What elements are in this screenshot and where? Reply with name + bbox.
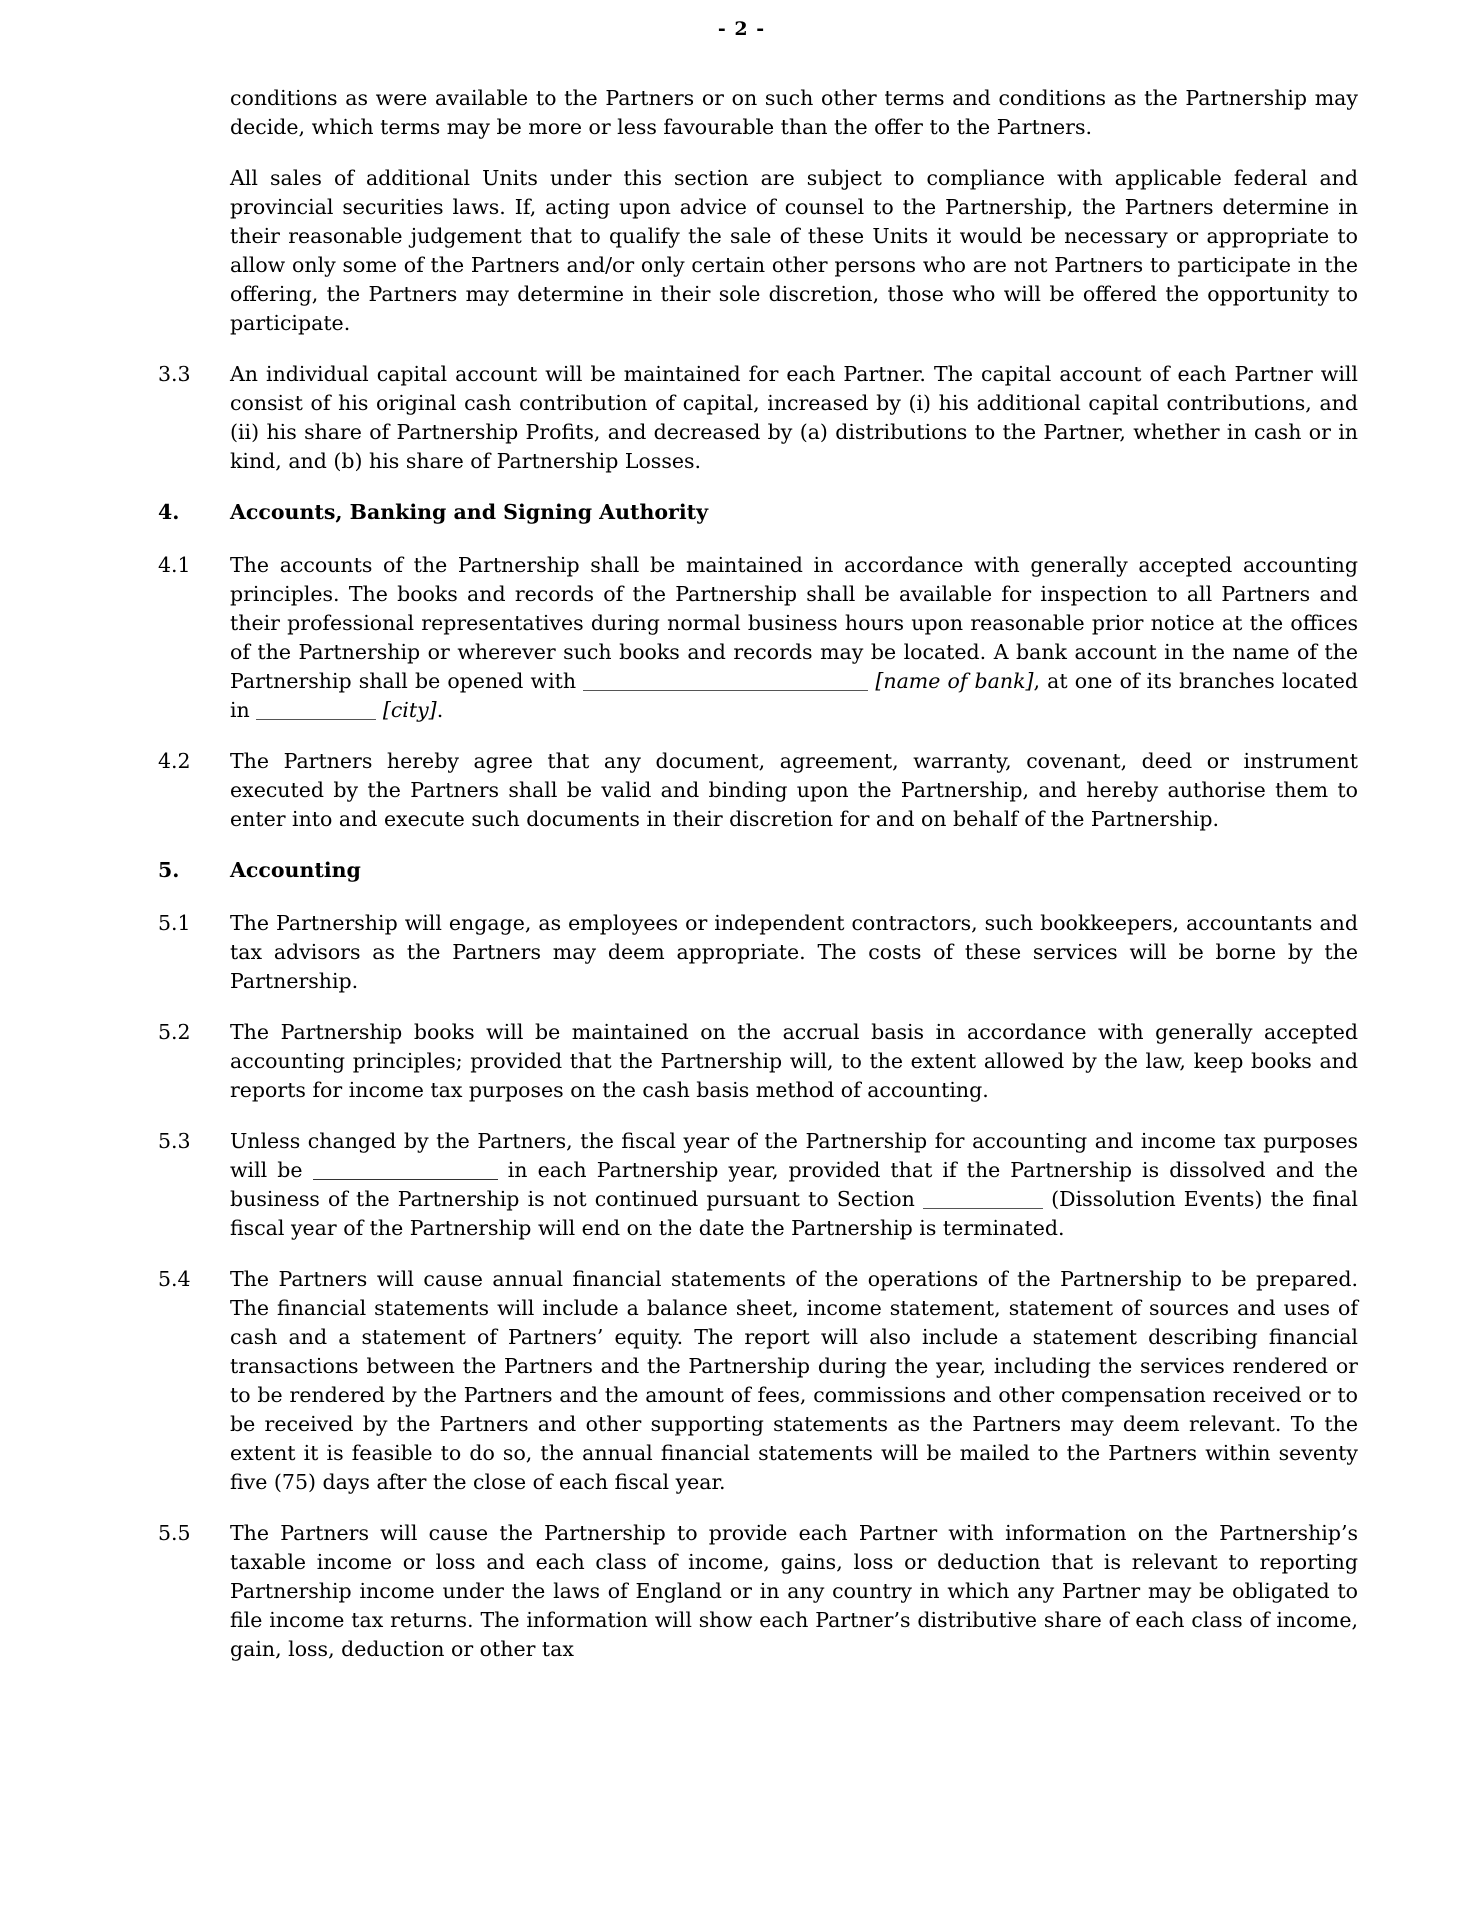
clause-text-4-1 bbox=[230, 551, 1358, 725]
section-title-4: Accounts, Banking and Signing Authority bbox=[230, 500, 708, 524]
clause-4-2 bbox=[158, 747, 1358, 834]
clause-text-5-2: The Partnership books will be maintained on the accrual basis in accordance with generally accepted accounting principles; provided that the Partnership will, to the extent allowed by the law, keep books and reports for income tax purposes on the cash basis method of accounting. bbox=[230, 1020, 1358, 1102]
clause-text-4-2: The Partners hereby agree that any document, agreement, warranty, covenant, deed or instrument executed by the Partners shall be valid and binding upon the Partnership, and hereby authorise them to enter into and execute such documents in their discretion for and on behalf of the Partnership. bbox=[230, 749, 1358, 831]
clause-number-5-1: 5.1 bbox=[158, 911, 191, 935]
page-number-header: - 2 - bbox=[717, 18, 766, 40]
clause-5-2 bbox=[158, 1018, 1358, 1105]
clause-number-5-3: 5.3 bbox=[158, 1129, 191, 1153]
clause-number-4-2: 4.2 bbox=[158, 749, 191, 773]
clause-5-3 bbox=[158, 1127, 1358, 1243]
clause-5-5 bbox=[158, 1519, 1358, 1664]
section-heading-4 bbox=[158, 498, 1358, 527]
clause-number-5-5: 5.5 bbox=[158, 1521, 191, 1545]
clause-4-1-text-part1: The accounts of the Partnership shall be maintained in accordance with generally accepted accounting principles. The books and records of the Partnership shall be available for inspection to all Partners and their professional representatives during normal business hours upon reasonable prior notice at the offices of the Partnership or wherever such books and records may be located. A bank account in the name of the Partnership shall be opened with bbox=[230, 553, 1358, 693]
clause-number-5-4: 5.4 bbox=[158, 1267, 191, 1291]
clause-4-1 bbox=[158, 551, 1358, 725]
section-reference-blank-field[interactable] bbox=[923, 1188, 1043, 1209]
clause-3-3 bbox=[158, 360, 1358, 476]
clause-text-5-4: The Partners will cause annual financial statements of the operations of the Partnership to be prepared. The financial statements will include a balance sheet, income statement, statement of sources and uses of cash and a statement of Partners’ equity. The report will also include a statement describing financial transactions between the Partners and the Partnership during the year, including the services rendered or to be rendered by the Partners and the amount of fees, commissions and other compensation received or to be received by the Partners and other supporting statements as the Partners may deem relevant. To the extent it is feasible to do so, the annual financial statements will be mailed to the Partners within seventy five (75) days after the close of each fiscal year. bbox=[230, 1267, 1358, 1494]
section-number-4: 4. bbox=[158, 500, 180, 524]
city-blank-field[interactable] bbox=[256, 699, 376, 720]
clause-number-empty bbox=[158, 84, 230, 338]
continued-body bbox=[230, 84, 1358, 338]
clause-number-4-1: 4.1 bbox=[158, 553, 191, 577]
clause-4-1-text-part2: , at one of its branches located in bbox=[230, 669, 1358, 722]
clause-4-1-text-part3: . bbox=[436, 698, 444, 722]
clause-text-5-5: The Partners will cause the Partnership to provide each Partner with information on the Partnership’s taxable income or loss and each class of income, gains, loss or deduction that is relevant to reporting Partnership income under the laws of England or in any country in which any Partner may be obligated to file income tax returns. The information will show each Partner’s distributive share of each class of income, gain, loss, deduction or other tax bbox=[230, 1521, 1358, 1661]
clause-text-5-3 bbox=[230, 1127, 1358, 1243]
clause-5-3-text-part1: Unless changed by the Partners, the fiscal year of the Partnership for accounting and income tax purposes will be bbox=[230, 1129, 1358, 1182]
clause-5-4 bbox=[158, 1265, 1358, 1497]
clause-text-3-3: An individual capital account will be maintained for each Partner. The capital account of each Partner will consist of his original cash contribution of capital, increased by (i) his additional capital contributions, and (ii) his share of Partnership Profits, and decreased by (a) distributions to the Partner, whether in cash or in kind, and (b) his share of Partnership Losses. bbox=[230, 362, 1358, 473]
bank-name-blank-field[interactable] bbox=[583, 670, 868, 691]
continued-block bbox=[158, 84, 1358, 338]
clause-text-5-1: The Partnership will engage, as employees or independent contractors, such bookkeepers, accountants and tax advisors as the Partners may deem appropriate. The costs of these services will be borne by the Partnership. bbox=[230, 911, 1358, 993]
section-title-5: Accounting bbox=[230, 858, 361, 882]
clause-number-3-3: 3.3 bbox=[158, 362, 191, 386]
section-heading-5 bbox=[158, 856, 1358, 885]
paragraph-continued-2: All sales of additional Units under this section are subject to compliance with applicable federal and provincial securities laws. If, acting upon advice of counsel to the Partnership, the Partners determine in their reasonable judgement that to qualify the sale of these Units it would be necessary or appropriate to allow only some of the Partners and/or only certain other persons who are not Partners to participate in the offering, the Partners may determine in their sole discretion, those who will be offered the opportunity to participate. bbox=[230, 166, 1358, 335]
section-number-5: 5. bbox=[158, 858, 180, 882]
clause-5-3-text-part3: (Dissolution Events) the final fiscal year of the Partnership will end on the date the Partnership is terminated. bbox=[230, 1187, 1358, 1240]
bank-name-placeholder: [name of bank] bbox=[875, 669, 1034, 693]
clause-5-3-text-part2: in each Partnership year, provided that if the Partnership is dissolved and the business of the Partnership is not continued pursuant to Section bbox=[230, 1158, 1358, 1211]
clause-5-1 bbox=[158, 909, 1358, 996]
document-body bbox=[158, 84, 1358, 1664]
clause-number-5-2: 5.2 bbox=[158, 1020, 191, 1044]
city-placeholder: [city] bbox=[382, 698, 437, 722]
fiscal-year-blank-field[interactable] bbox=[313, 1159, 498, 1180]
paragraph-continued-1: conditions as were available to the Partners or on such other terms and conditions as the Partnership may decide, which terms may be more or less favourable than the offer to the Partners. bbox=[230, 86, 1358, 139]
